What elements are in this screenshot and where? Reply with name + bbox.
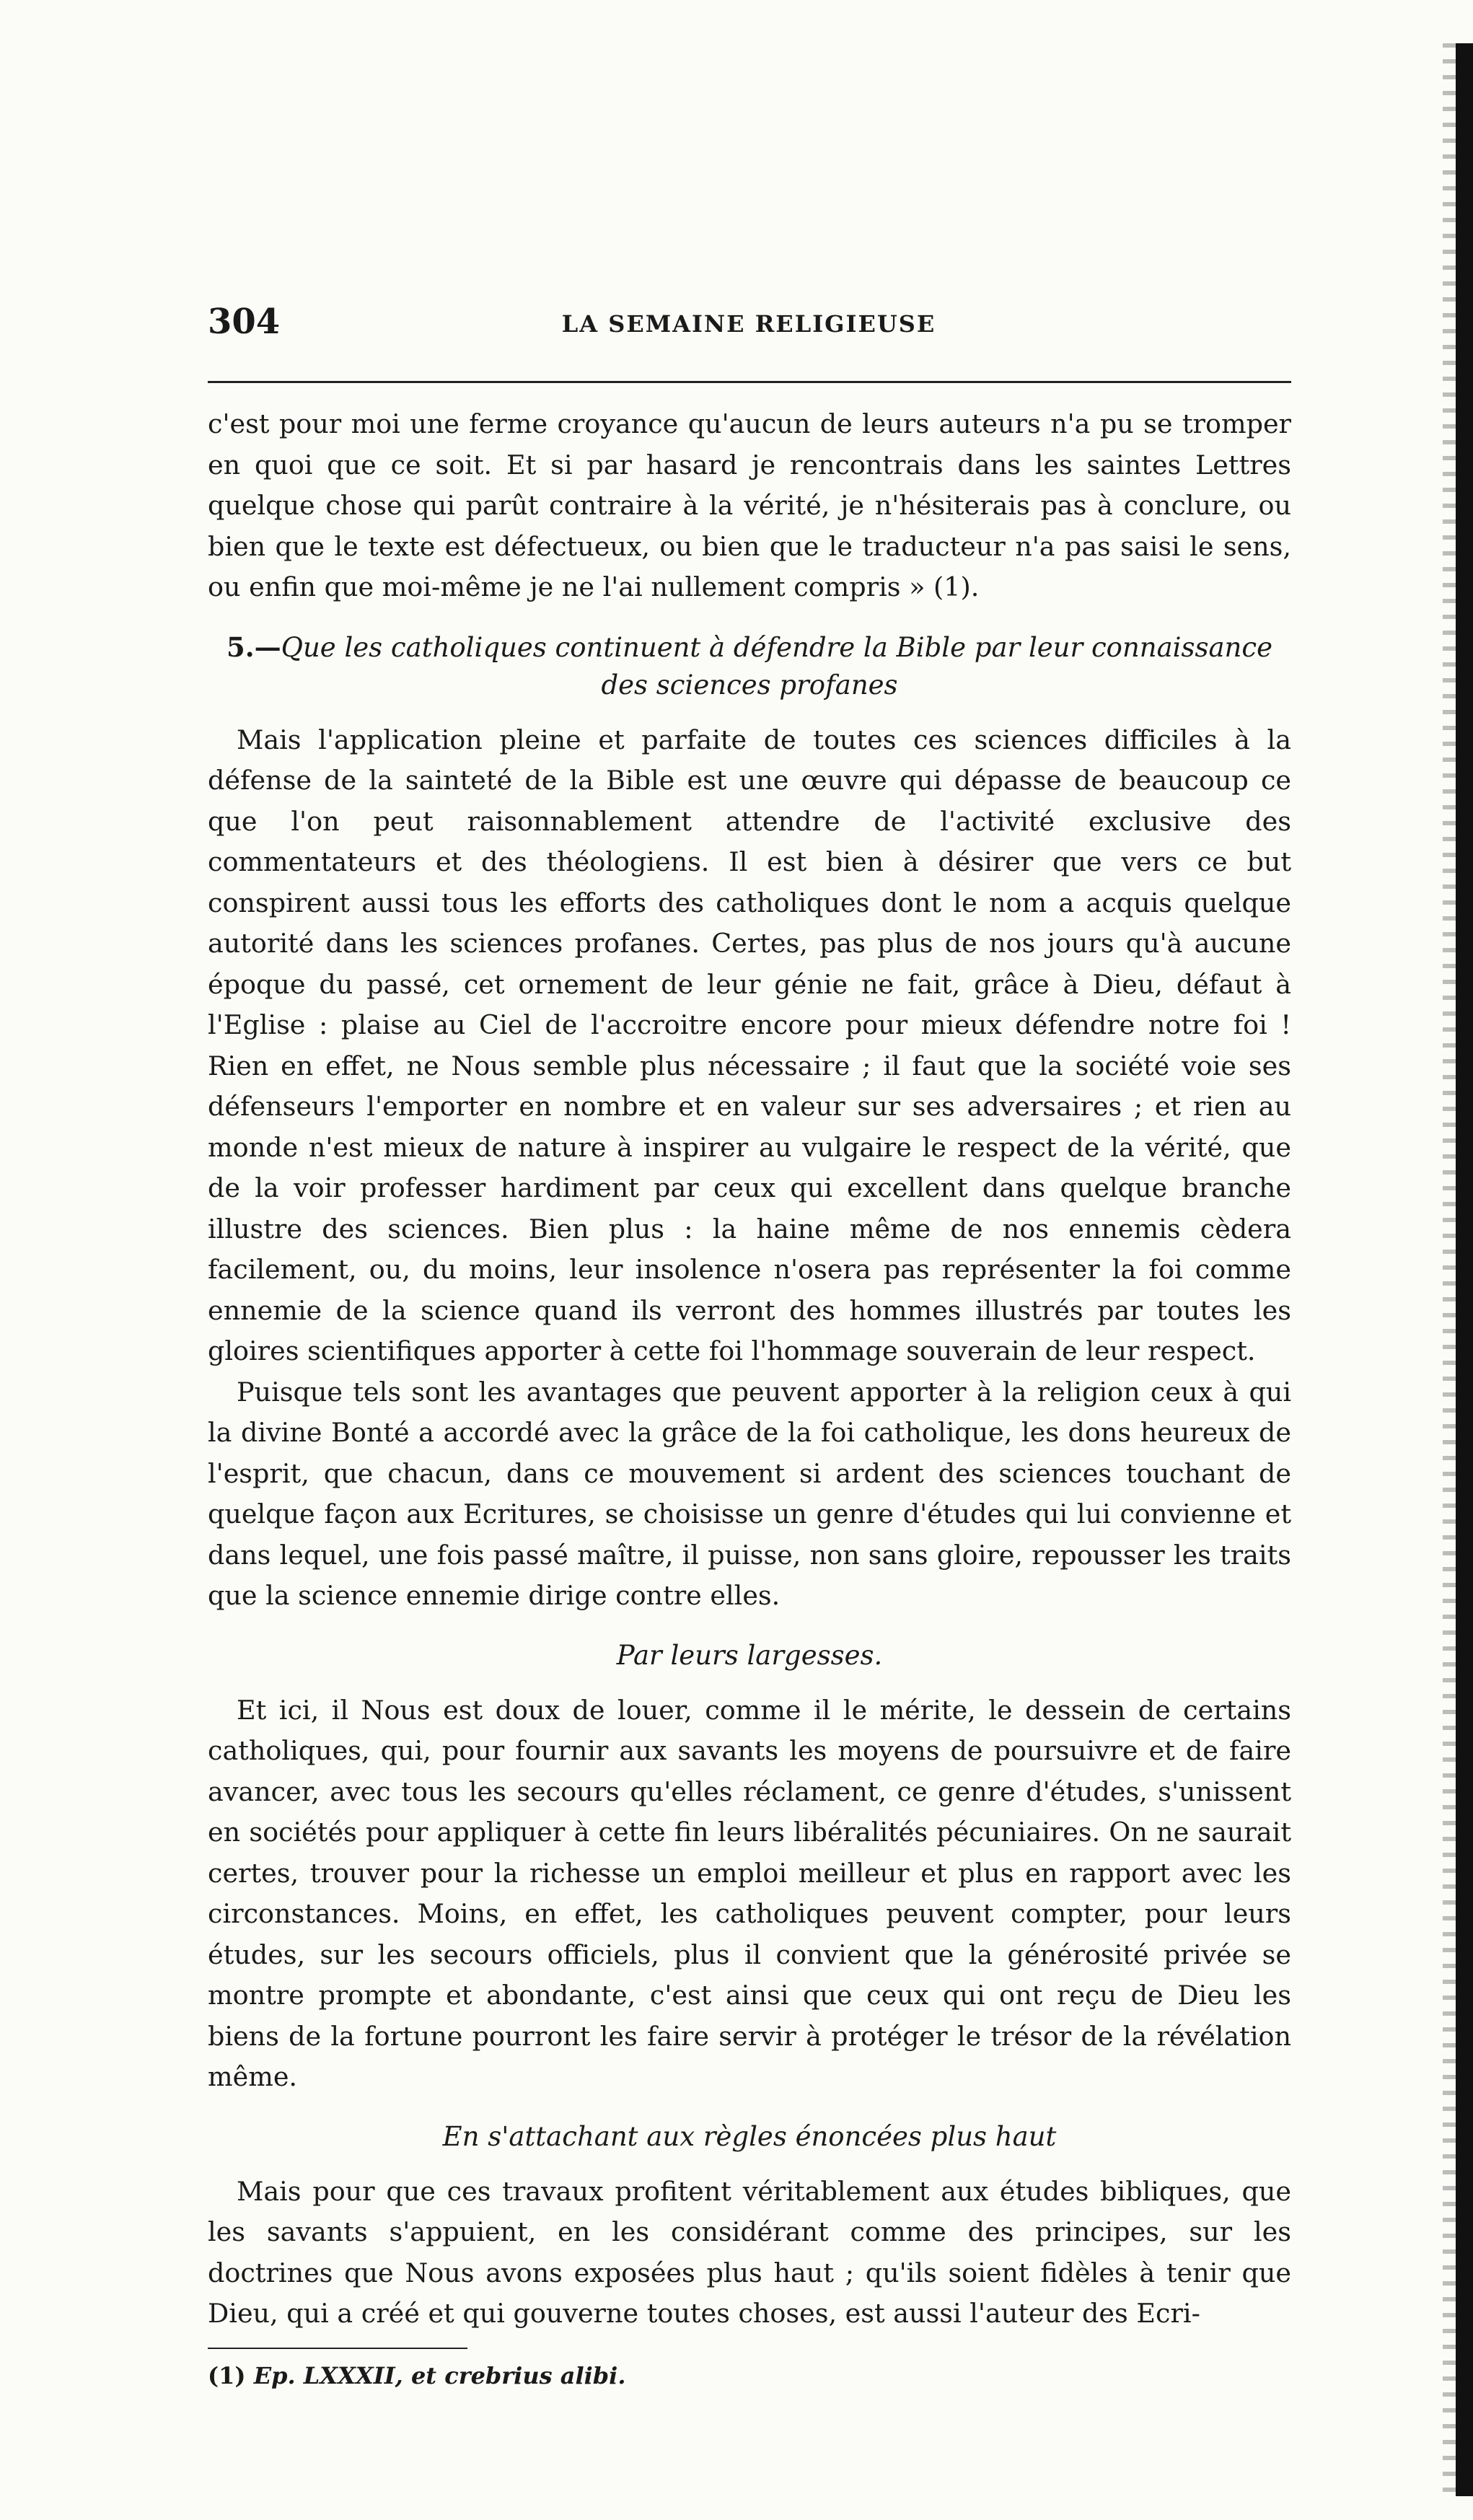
page-body [208,404,1291,2392]
scanned-page-edge [1456,43,1473,2496]
section-number: 5.— [226,631,281,663]
subheading-regles: En s'attachant aux règles énoncées plus haut [442,2120,1057,2152]
footnote-marker: (1) [208,2361,246,2389]
footnote-rule [208,2348,467,2349]
section-heading-5 [208,628,1291,704]
paragraph: Et ici, il Nous est doux de louer, comme il le mérite, le dessein de certains catholiques, qui, pour fournir aux savants les moyens de poursuivre et de faire avancer, avec tous les secours qu'elles réclament, ce genre d'études, s'unissent en sociétés pour appliquer à cette fin leurs libéralités pécuniaires. On ne saurait certes, trouver pour la richesse un emploi meilleur et plus en rapport avec les circonstances. Moins, en effet, les catholiques peuvent compter, pour leurs études, sur les secours officiels, plus il convient que la générosité privée se montre prompte et abondante, c'est ainsi que ceux qui ont reçu de Dieu les biens de la fortune pourront les faire servir à protéger le trésor de la révélation même. [208,1694,1291,2092]
page-edge-shadow [1443,43,1456,2496]
book-page [195,0,1291,2520]
running-head: LA SEMAINE RELIGIEUSE [561,310,936,338]
paragraph: Puisque tels sont les avantages que peuvent apporter à la religion ceux à qui la divine Bonté a accordé avec la grâce de la foi catholique, les dons heureux de l'esprit, que chacun, dans ce mouvement si ardent des sciences touchant de quelque façon aux Ecritures, se choisisse un genre d'études qui lui convienne et dans lequel, une fois passé maître, il puisse, non sans gloire, repousser les traits que la science ennemie dirige contre elles. [208,1376,1291,1611]
subheading-largesses: Par leurs largesses. [616,1639,883,1671]
footnote-text: Ep. LXXXII, et crebrius alibi. [253,2361,626,2389]
header-rule [208,381,1291,383]
page-header [208,302,1290,352]
paragraph: Mais pour que ces travaux profitent véritablement aux études bibliques, que les savants s'appuient, en les considérant comme des principes, sur les doctrines que Nous avons exposées plus haut ; qu'ils soient fidèles à tenir que Dieu, qui a créé et qui gouverne toutes choses, est aussi l'auteur des Ecri- [208,2175,1291,2329]
page-number: 304 [208,302,281,342]
section-title: Que les catholiques continuent à défendre la Bible par leur connaissance des sciences profanes [281,631,1272,701]
paragraph-continued: c'est pour moi une ferme croyance qu'aucun de leurs auteurs n'a pu se tromper en quoi que ce soit. Et si par hasard je rencontrais dans les saintes Lettres quelque chose qui parût contraire à la vérité, je n'hésiterais pas à conclure, ou bien que le texte est défectueux, ou bien que le traducteur n'a pas saisi le sens, ou enfin que moi-même je ne l'ai nullement compris » (1). [208,408,1291,602]
paragraph: Mais l'application pleine et parfaite de toutes ces sciences difficiles à la défense de la sainteté de la Bible est une œuvre qui dépasse de beaucoup ce que l'on peut raisonnablement attendre de l'activité exclusive des commentateurs et des théologiens. Il est bien à désirer que vers ce but conspirent aussi tous les efforts des catholiques dont le nom a acquis quelque autorité dans les sciences profanes. Certes, pas plus de nos jours qu'à aucune époque du passé, cet ornement de leur génie ne fait, grâce à Dieu, défaut à l'Eglise : plaise au Ciel de l'accroitre encore pour mieux défendre notre foi ! Rien en effet, ne Nous semble plus nécessaire ; il faut que la société voie ses défenseurs l'emporter en nombre et en valeur sur ses adversaires ; et rien au monde n'est mieux de nature à inspirer au vulgaire le respect de la vérité, que de la voir professer hardiment par ceux qui excellent dans quelque branche illustre des sciences. Bien plus : la haine même de nos ennemis cèdera facilement, ou, du moins, leur insolence n'osera pas représenter la foi comme ennemie de la science quand ils verront des hommes illustrés par toutes les gloires scientifiques apporter à cette foi l'hommage souverain de leur respect. [208,724,1291,1366]
footnote [208,2359,1291,2392]
